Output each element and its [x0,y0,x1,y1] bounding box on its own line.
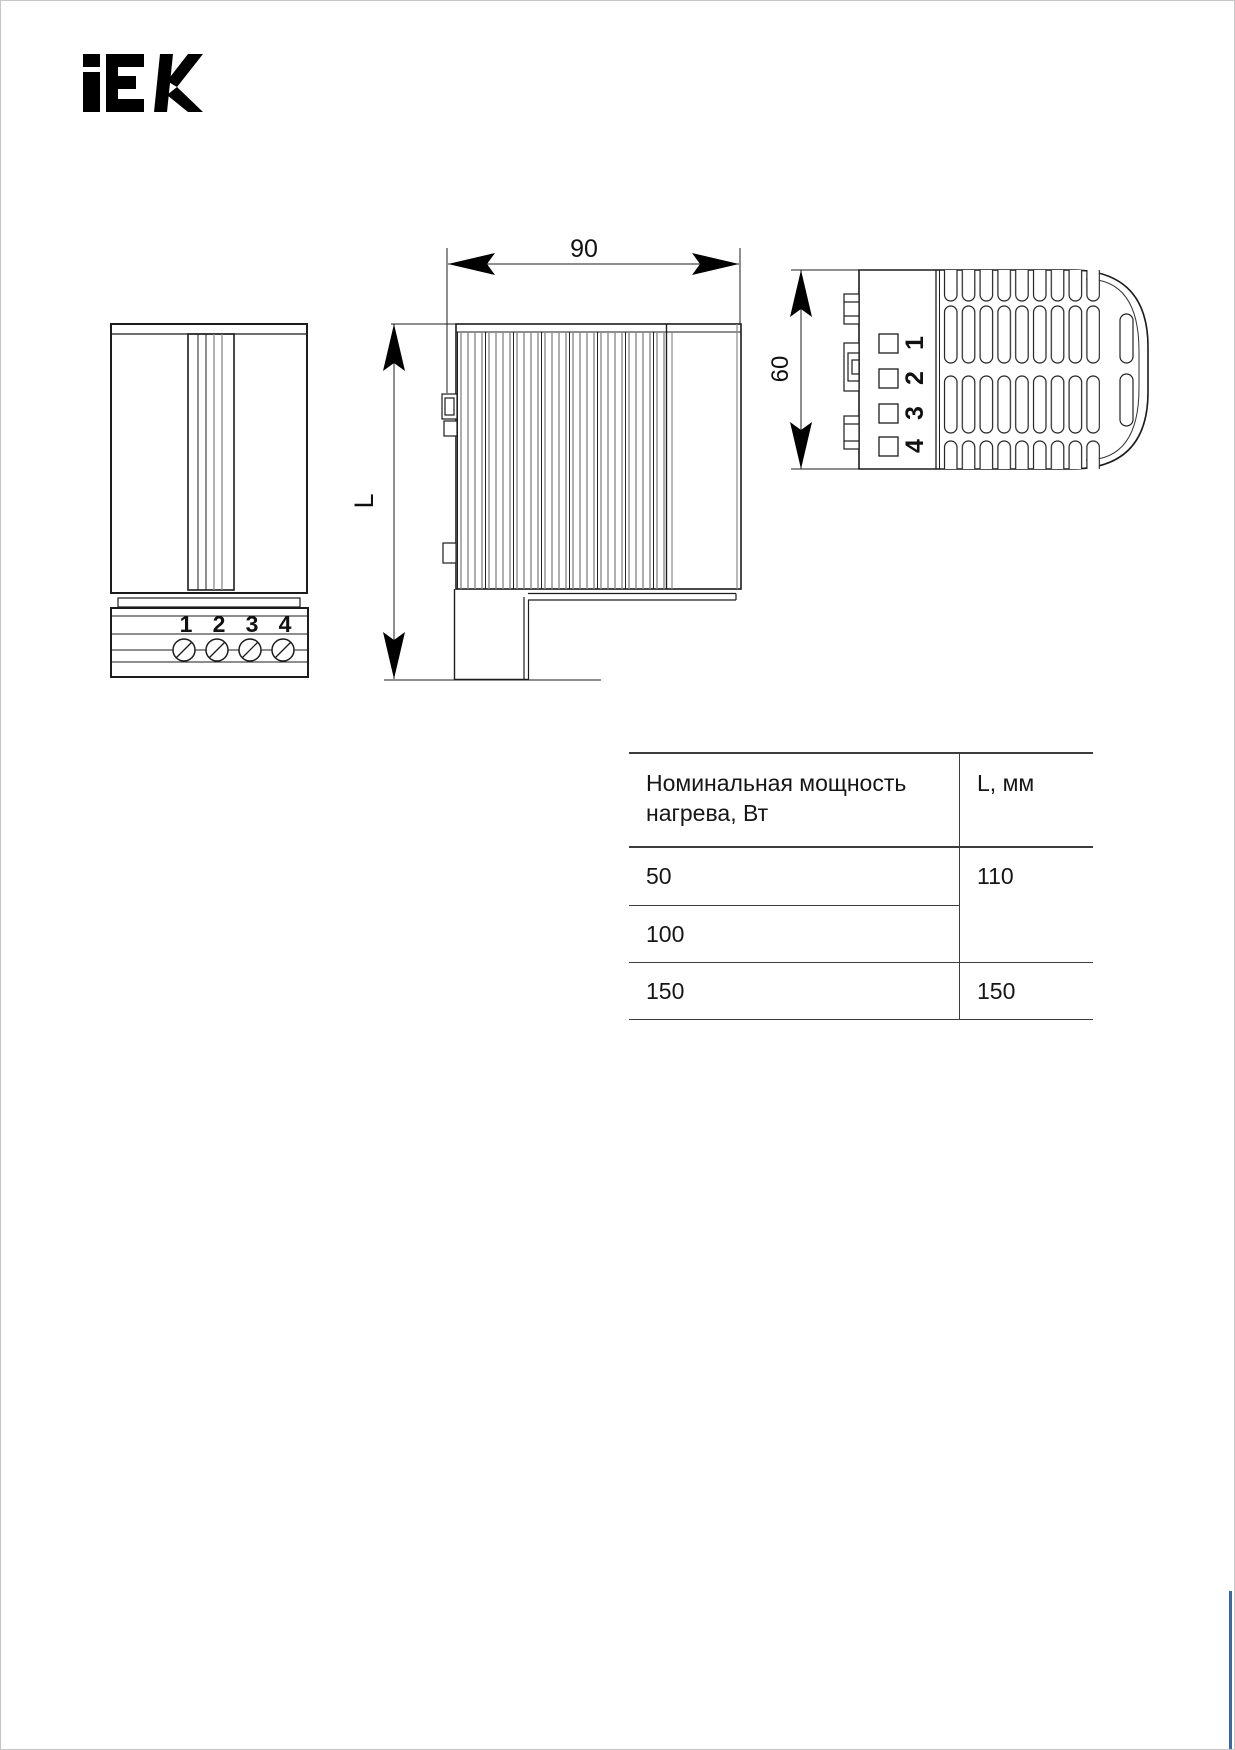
front-terminal-1: 1 [179,611,193,637]
front-terminal-4: 4 [278,611,292,637]
length-dimension-label: L [349,493,379,509]
front-view-terminal-block [111,608,308,677]
side-view-foot [454,589,736,680]
length-value: 150 [959,963,1093,1020]
width-dimension-label: 90 [570,235,598,263]
din-clips [442,394,457,563]
table-header-row [629,752,1093,848]
table-row [629,848,1093,906]
power-value: 100 [629,906,959,963]
front-terminal-3: 3 [245,611,259,637]
front-view-base-plate [118,598,300,607]
page-accent-line [1229,1591,1232,1749]
top-terminal-2: 2 [901,371,929,385]
top-view-clips [844,294,859,449]
table-header-length: L, мм [959,754,1093,848]
side-view-drawing [349,235,741,680]
heatsink-fins [457,332,666,589]
table-row [629,963,1093,1020]
length-value [959,906,1093,963]
power-value: 150 [629,963,959,1020]
length-value: 110 [959,848,1093,906]
top-terminal-4: 4 [901,439,929,453]
front-view-drawing [111,324,308,677]
height-dimension-label: 60 [767,355,794,383]
top-terminal-1: 1 [901,336,929,350]
front-terminal-2: 2 [212,611,226,637]
table-row [629,906,1093,963]
top-view-drawing [767,270,1148,469]
spec-table [629,752,1093,1020]
side-view-body [456,324,741,589]
power-value: 50 [629,848,959,906]
top-terminal-3: 3 [901,406,929,420]
table-header-power: Номинальная мощность нагрева, Вт [629,754,959,848]
